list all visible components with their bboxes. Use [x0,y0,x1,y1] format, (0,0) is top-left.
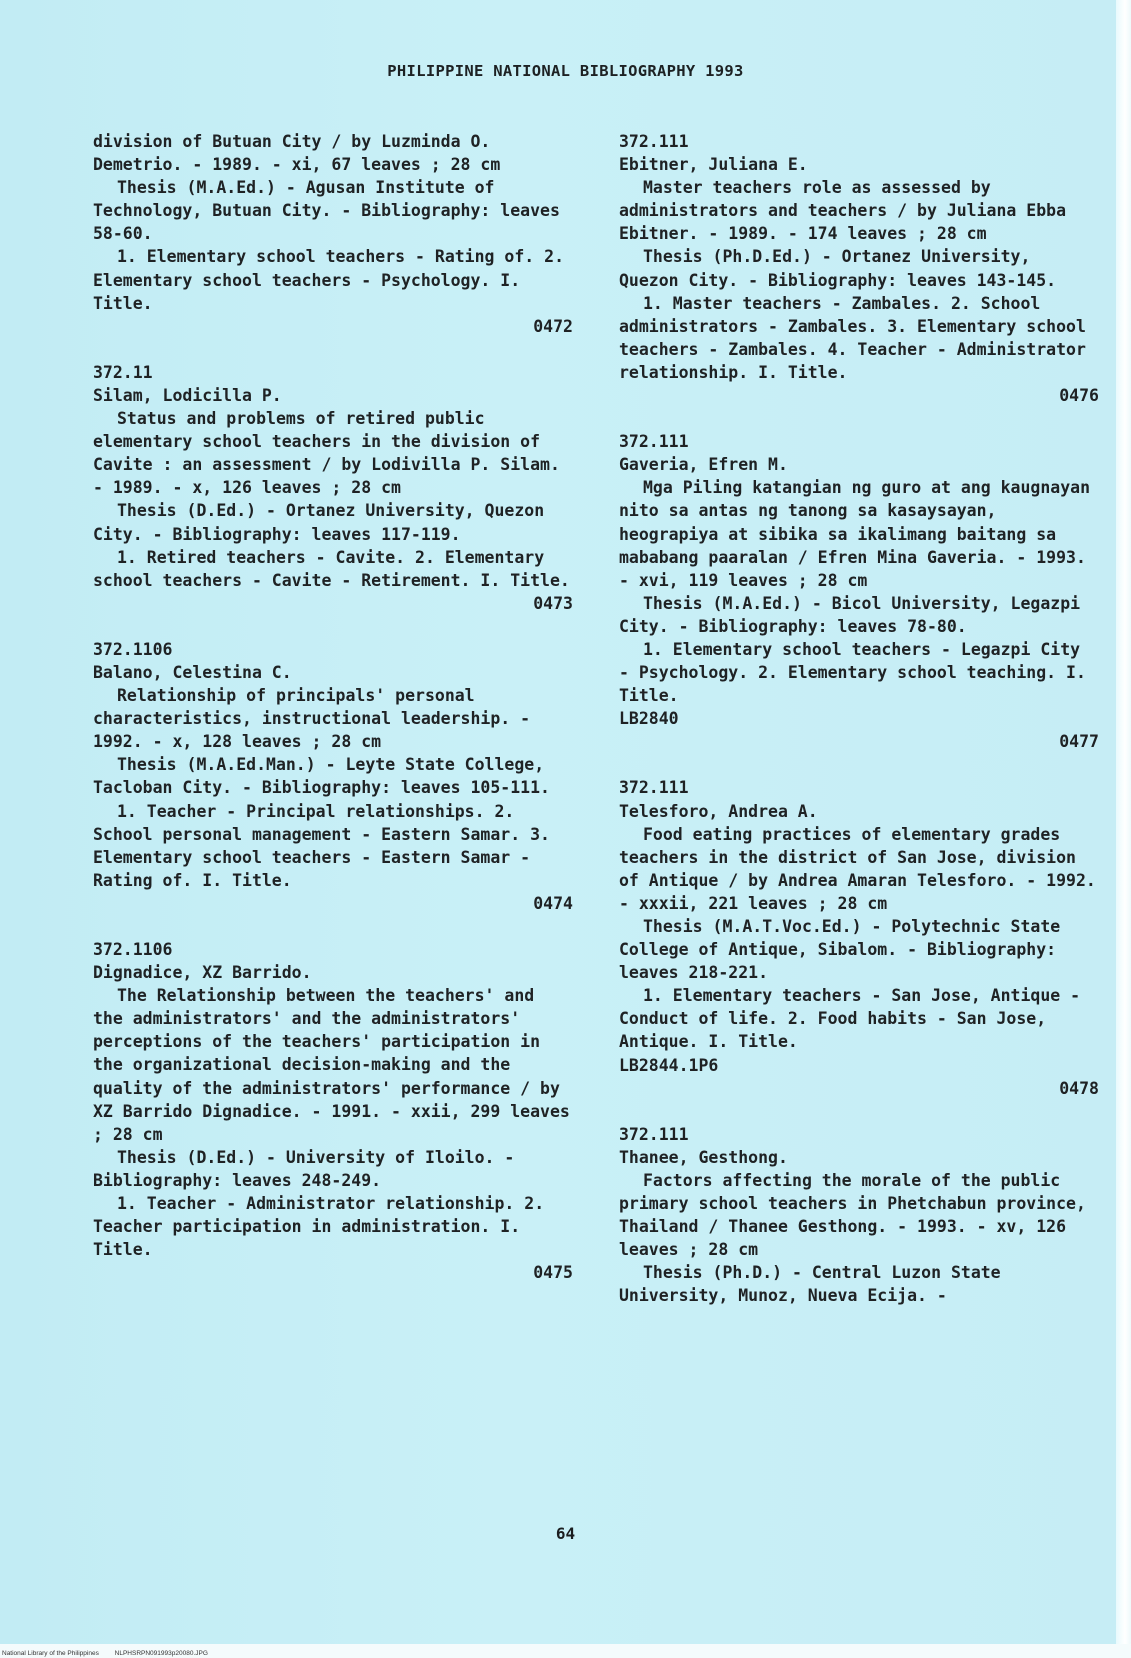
footer-institution: National Library of the Philippines [2,1650,99,1657]
entry-subjects: 1. Elementary teachers - San Jose, Antique - Conduct of life. 2. Food habits - San Jose, Antique. I. Title. [619,986,1081,1052]
entry-number: 0473 [533,593,573,613]
entry-description: Mga Piling katangian ng guro at ang kaugnayan nito sa antas ng tanong sa kasaysayan, heograpiya at sibika sa ikalimang baitang sa mababang paaralan / Efren Mina Gaveria. - 1993. - xvi, 119 leaves ; 28 cm [619,478,1091,590]
entry-description: Master teachers role as assessed by administrators and teachers / by Juliana Ebba Ebitner. - 1989. - 174 leaves ; 28 cm [619,178,1067,244]
entry-description: Status and problems of retired public elementary school teachers in the division of Cavite : an assessment / by Lodivilla P. Silam. - 1989. - x, 126 leaves ; 28 cm [93,409,560,498]
class-number: 372.111 [619,132,689,151]
entry-number: 0475 [533,1263,573,1283]
class-number: 372.11 [93,362,153,382]
entry-number: 0478 [1059,1078,1099,1098]
scan-footer [2,1650,222,1657]
bibliography-entry [93,938,573,1284]
page-header: PHILIPPINE NATIONAL BIBLIOGRAPHY 1993 [387,62,744,80]
entry-author: Balano, Celestina C. [93,662,292,682]
right-column [619,130,1099,1331]
bibliography-entry [619,430,1099,753]
entry-description: The Relationship between the teachers' and the administrators' and the administrators' perceptions of the teachers' participation in the organizational decision-making and the quality of the administrators' performance / by XZ Barrido Dignadice. - 1991. - xxii, 299 leaves ; 28 cm [93,986,570,1144]
entry-thesis-note: Thesis (M.A.T.Voc.Ed.) - Polytechnic State College of Antique, Sibalom. - Bibliography: leaves 218-221. [619,917,1061,983]
class-number: 372.111 [619,1124,689,1144]
entry-author: Dignadice, XZ Barrido. [93,963,312,983]
left-column [93,130,573,1307]
entry-author: Gaveria, Efren M. [619,455,788,475]
entry-subjects: 1. Master teachers - Zambales. 2. School administrators - Zambales. 3. Elementary school teachers - Zambales. 4. Teacher - Administrator relationship. I. Title. [619,293,1086,382]
entry-subjects: 1. Teacher - Principal relationships. 2. School personal management - Eastern Samar. 3. Elementary school teachers - Eastern Samar - Rating of. I. Title. [93,801,550,890]
entry-author: Silam, Lodicilla P. [93,385,282,405]
entry-number: 0477 [1059,732,1099,752]
entry-thesis-note: Thesis (Ph.D.) - Central Luzon State University, Munoz, Nueva Ecija. - [619,1263,1001,1306]
entry-thesis-note: Thesis (Ph.D.Ed.) - Ortanez University, Quezon City. - Bibliography: leaves 143-145. [619,247,1057,290]
footer-file-id: NLPHSRPN091993p20080.JPG [114,1650,208,1657]
entry-description: Relationship of principals' personal characteristics, instructional leadership. - 1992. - x, 128 leaves ; 28 cm [93,686,531,752]
lc-call-number: LB2844.1P6 [619,1055,719,1075]
entry-number: 0476 [1059,386,1099,406]
entry-author: Thanee, Gesthong. [619,1147,788,1167]
lc-call-number: LB2840 [619,709,679,729]
entry-thesis-note: Thesis (M.A.Ed.) - Agusan Institute of Technology, Butuan City. - Bibliography: leaves 58-60. [93,178,560,244]
bibliography-entry [93,130,573,338]
entry-subjects: 1. Teacher - Administrator relationship. 2. Teacher participation in administration. I. Title. [93,1194,545,1260]
class-number: 372.111 [619,778,689,798]
entry-number: 0472 [533,316,573,336]
class-number: 372.1106 [93,639,173,659]
bibliography-entry [619,130,1099,407]
class-number: 372.1106 [93,940,173,959]
entry-thesis-note: Thesis (M.A.Ed.) - Bicol University, Legazpi City. - Bibliography: leaves 78-80. [619,593,1081,636]
bibliography-entry [619,776,1099,1099]
page-edge [1116,0,1131,1658]
entry-thesis-note: Thesis (D.Ed.) - Ortanez University, Quezon City. - Bibliography: leaves 117-119. [93,501,545,544]
entry-description: division of Butuan City / by Luzminda O. Demetrio. - 1989. - xi, 67 leaves ; 28 cm [93,132,501,175]
entry-subjects: 1. Elementary school teachers - Rating of. 2. Elementary school teachers - Psychology. I. Title. [93,247,565,313]
entry-author: Telesforo, Andrea A. [619,801,818,821]
entry-author: Ebitner, Juliana E. [619,155,808,175]
bibliography-entry [93,361,573,615]
entry-number: 0474 [533,893,573,913]
entry-description: Factors affecting the morale of the public primary school teachers in Phetchabun province, Thailand / Thanee Gesthong. - 1993. - xv, 126 leaves ; 28 cm [619,1170,1086,1260]
bibliography-entry [93,638,573,915]
entry-subjects: 1. Retired teachers - Cavite. 2. Elementary school teachers - Cavite - Retirement. I. Title. [93,547,570,590]
class-number: 372.111 [619,432,689,452]
entry-description: Food eating practices of elementary grades teachers in the district of San Jose, division of Antique / by Andrea Amaran Telesforo. - 1992. - xxxii, 221 leaves ; 28 cm [619,824,1096,913]
entry-thesis-note: Thesis (D.Ed.) - University of Iloilo. - Bibliography: leaves 248-249. [93,1147,515,1190]
entry-subjects: 1. Elementary school teachers - Legazpi City - Psychology. 2. Elementary school teaching. I. Title. [619,639,1086,706]
entry-thesis-note: Thesis (M.A.Ed.Man.) - Leyte State College, Tacloban City. - Bibliography: leaves 105-111. [93,755,550,798]
page-number: 64 [555,1524,576,1543]
bibliography-entry [619,1123,1099,1308]
